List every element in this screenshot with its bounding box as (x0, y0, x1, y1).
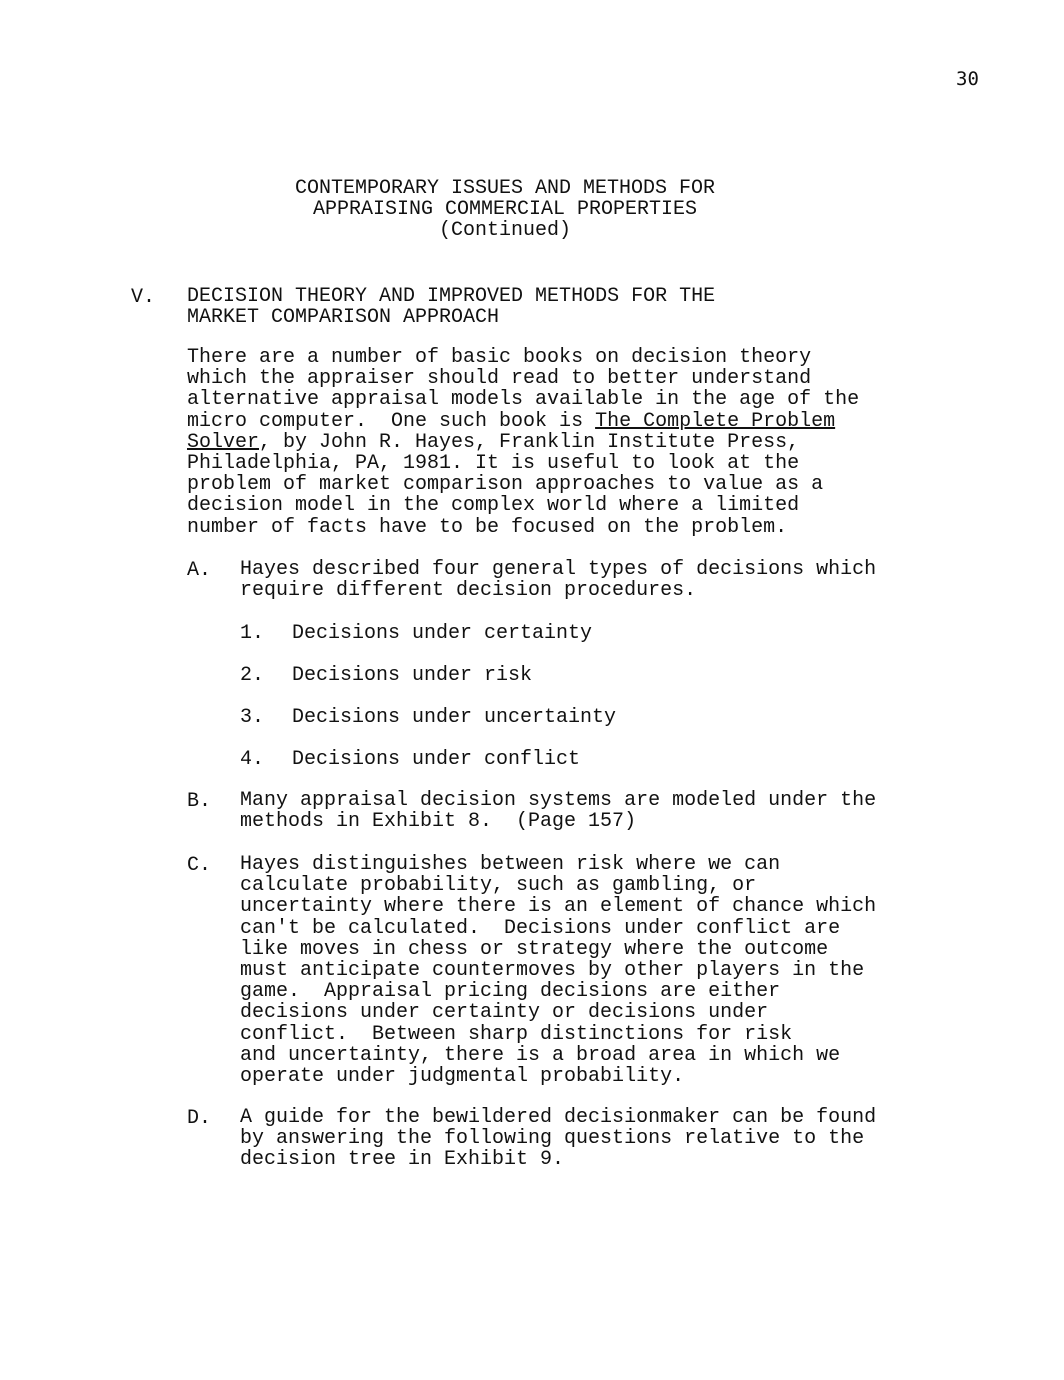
item-line: must anticipate countermoves by other players in the (240, 958, 865, 982)
item-text-a (240, 559, 876, 601)
subitem-text: Decisions under certainty (292, 622, 593, 645)
subitem-num: 4. (240, 748, 265, 771)
book-title: Solver (187, 430, 260, 454)
intro-line: number of facts have to be focused on the problem. (187, 515, 788, 539)
item-line: calculate probability, such as gambling, or (240, 874, 757, 898)
intro-line: Philadelphia, PA, 1981. It is useful to look at the (187, 451, 800, 475)
item-text-d (240, 1107, 876, 1171)
section-number: V. (131, 286, 156, 309)
item-label-a: A. (187, 559, 212, 582)
intro-line: problem of market comparison approaches to value as a (187, 473, 824, 497)
subitem-num: 1. (240, 622, 265, 645)
intro-line: which the appraiser should read to better understand (187, 367, 812, 391)
item-line: game. Appraisal pricing decisions are either (240, 980, 781, 1004)
intro-line (187, 411, 859, 432)
title-line-1: CONTEMPORARY ISSUES AND METHODS FOR (294, 177, 716, 200)
item-line: Hayes described four general types of decisions which (240, 558, 877, 581)
title-line-3: (Continued) (438, 219, 572, 242)
item-text-b (240, 790, 876, 832)
item-line: decision tree in Exhibit 9. (240, 1148, 565, 1172)
subitem-num: 2. (240, 664, 265, 687)
section-heading-line-1: DECISION THEORY AND IMPROVED METHODS FOR THE (187, 285, 716, 308)
book-title: The Complete Problem (595, 409, 836, 433)
item-line: require different decision procedures. (240, 579, 697, 603)
item-label-c: C. (187, 854, 212, 877)
item-line: decisions under certainty or decisions under (240, 1001, 769, 1025)
title-line-2: APPRAISING COMMERCIAL PROPERTIES (312, 198, 698, 221)
intro-line (187, 432, 859, 453)
subitem-text: Decisions under conflict (292, 748, 581, 771)
section-heading (187, 286, 715, 328)
item-label-b: B. (187, 790, 212, 813)
item-line: Hayes distinguishes between risk where we can (240, 853, 781, 876)
page-title (0, 178, 1010, 241)
item-line: and uncertainty, there is a broad area in which we (240, 1043, 841, 1067)
subitem-text: Decisions under risk (292, 664, 533, 687)
subitem-text: Decisions under uncertainty (292, 706, 617, 729)
item-line: uncertainty where there is an element of chance which (240, 895, 877, 919)
section-heading-line-2: MARKET COMPARISON APPROACH (187, 306, 500, 330)
item-line: conflict. Between sharp distinctions for risk (240, 1022, 793, 1046)
page-number: 30 (956, 68, 979, 90)
intro-paragraph (187, 347, 859, 538)
intro-line: alternative appraisal models available in the age of the (187, 388, 860, 412)
item-line: Many appraisal decision systems are modeled under the (240, 789, 877, 812)
item-line: A guide for the bewildered decisionmaker can be found (240, 1106, 877, 1129)
item-line: by answering the following questions relative to the (240, 1127, 865, 1151)
item-line: operate under judgmental probability. (240, 1064, 685, 1088)
item-line: like moves in chess or strategy where the outcome (240, 937, 829, 961)
subitem-num: 3. (240, 706, 265, 729)
item-line: methods in Exhibit 8. (Page 157) (240, 810, 637, 834)
intro-line: decision model in the complex world where a limited (187, 494, 800, 518)
intro-line: There are a number of basic books on decision theory (187, 346, 812, 369)
item-label-d: D. (187, 1107, 212, 1130)
intro-text: micro computer. One such book is (187, 409, 596, 433)
item-line: can't be calculated. Decisions under conflict are (240, 916, 841, 940)
intro-text: , by John R. Hayes, Franklin Institute Press, (259, 430, 800, 454)
item-text-c (240, 854, 876, 1087)
